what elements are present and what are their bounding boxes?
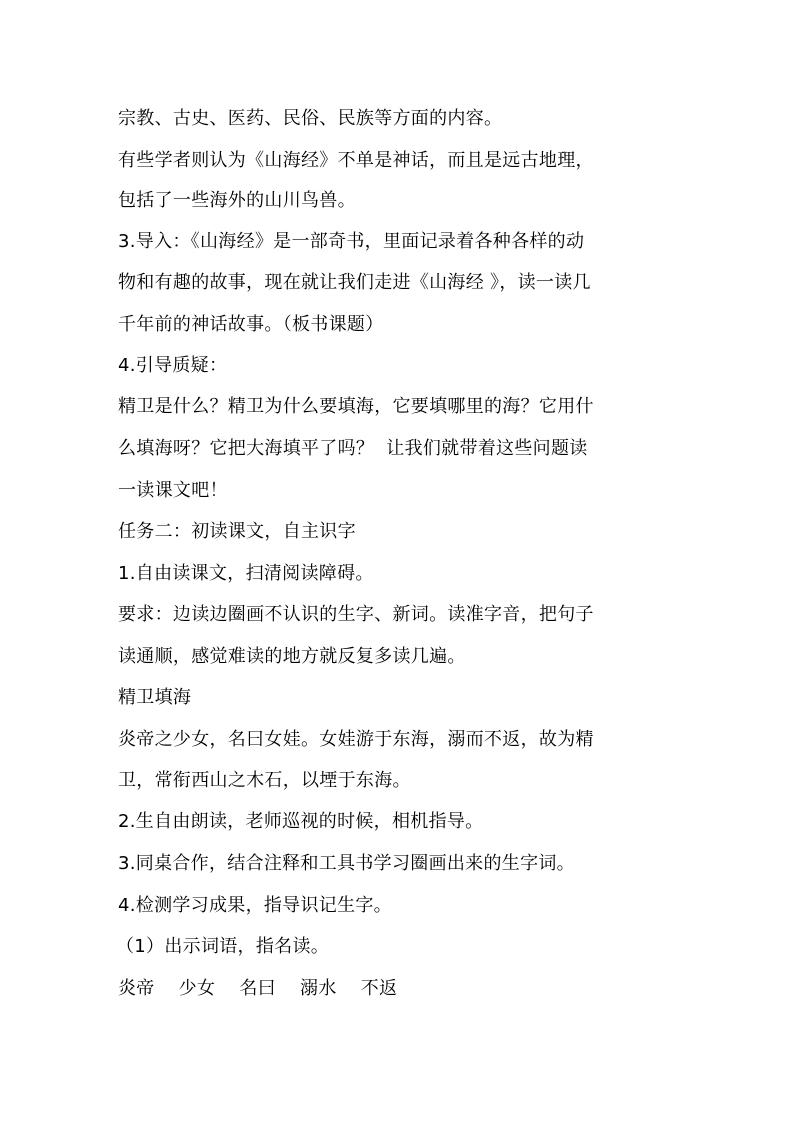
text-line: 精卫是什么？精卫为什么要填海，它要填哪里的海？它用什 [118,396,594,417]
word-list: 炎帝 少女 名曰 溺水 不返 [118,978,398,999]
text-line: 有些学者则认为《山海经》不单是神话，而且是远古地理， [118,150,594,171]
text-title: 精卫填海 [118,687,192,708]
text-line: 么填海呀？它把大海填平了吗？ 让我们就带着这些问题读 [118,438,588,459]
section-heading: 任务二：初读课文，自主识字 [118,521,356,542]
text-line: 3.同桌合作，结合注释和工具书学习圈画出来的生字词。 [118,853,575,874]
text-line: 3.导入：《山海经》是一部奇书，里面记录着各种各样的动 [118,231,585,252]
text-line: 4.检测学习成果，指导识记生字。 [118,895,392,916]
text-line: 卫，常衔西山之木石，以堙于东海。 [118,770,411,791]
text-line: 千年前的神话故事。（板书课题） [118,314,384,335]
text-line: 宗教、古史、医药、民俗、民族等方面的内容。 [118,108,503,129]
text-line: 读通顺，感觉难读的地方就反复多读几遍。 [118,646,466,667]
text-line: 要求：边读边圈画不认识的生字、新词。读准字音，把句子 [118,604,594,625]
text-line: 4.引导质疑： [118,355,228,376]
text-line: 1.自由读课文，扫清阅读障碍。 [118,563,374,584]
text-line: 炎帝之少女，名曰女娃。女娃游于东海，溺而不返，故为精 [118,729,594,750]
text-line: （1）出示词语，指名读。 [116,936,330,957]
text-line: 包括了一些海外的山川鸟兽。 [118,190,356,211]
text-line: 一读课文吧！ [118,480,228,501]
text-line: 2.生自由朗读，老师巡视的时候，相机指导。 [118,811,484,832]
text-line: 物和有趣的故事，现在就让我们走进《山海经 》，读一读几 [118,272,591,293]
